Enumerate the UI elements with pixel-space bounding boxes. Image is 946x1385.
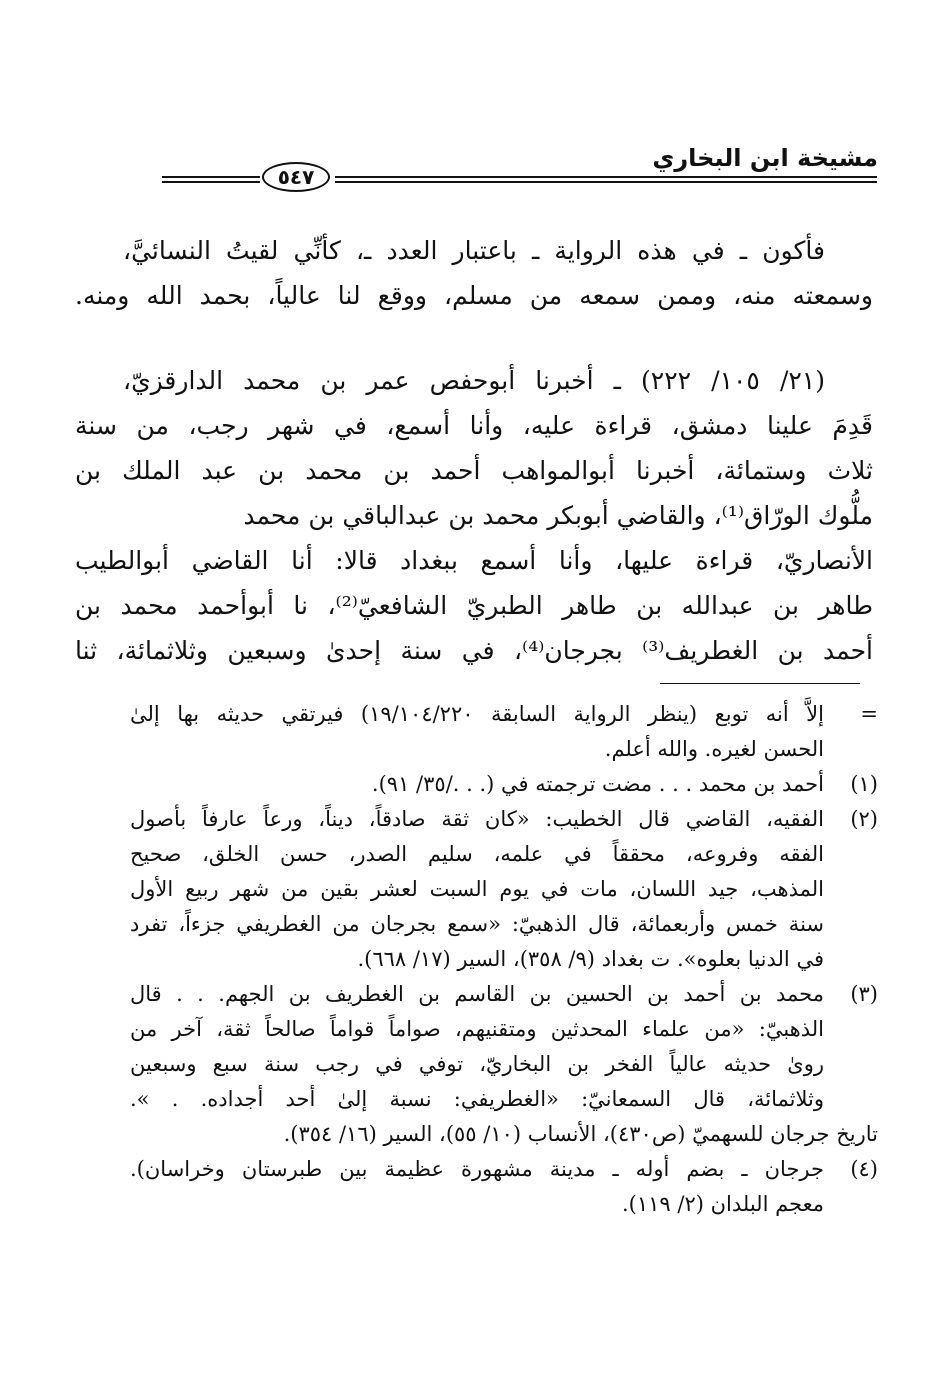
- footnote-line: روىٰ حديثه عالياً الفخر بن البخاريّ، توفي في رجب سنة سبع وسبعين: [130, 1052, 824, 1076]
- page-number: ٥٤٧: [262, 162, 330, 192]
- footnote-line: الحسن لغيره. والله أعلم.: [604, 737, 824, 761]
- footnote: [130, 977, 878, 1152]
- footnote-mark: (٤): [850, 1157, 878, 1181]
- text-line: الأنصاريّ، قراءة عليها، وأنا أسمع ببغداد قالا: أنا القاضي أبوالطيب: [75, 546, 873, 575]
- footnote-mark: (١): [850, 772, 878, 796]
- header-rule: [335, 181, 877, 183]
- footnote-mark: (٣): [850, 982, 878, 1006]
- footnote-line: محمد بن أحمد بن الحسين بن القاسم بن الغطريف بن الجهم. . . قال: [130, 982, 824, 1006]
- footnote-separator: [660, 683, 860, 684]
- footnote-line: الذهبيّ: «من علماء المحدثين ومتقنيهم، صواماً قواماً صالحاً ثقة، آخر من: [130, 1017, 824, 1041]
- text-line: أحمد بن الغطريف⁽³⁾ بجرجان⁽⁴⁾، في سنة إحدىٰ وسبعين وثلاثمائة، ثنا: [75, 636, 873, 665]
- text-line: طاهر بن عبدالله بن طاهر الطبريّ الشافعيّ⁽²⁾، نا أبوأحمد محمد بن: [75, 591, 873, 620]
- text-line: وسمعته منه، وممن سمعه من مسلم، ووقع لنا عالياً، بحمد الله ومنه.: [75, 281, 873, 310]
- footnote-line: المذهب، جيد اللسان، مات في يوم السبت لعشر بقين من شهر ربيع الأول: [130, 877, 824, 901]
- footnote-line: وثلاثمائة، قال السمعانيّ: «الغطريفي: نسبة إلىٰ أحد أجداده. . ».: [130, 1087, 824, 1111]
- running-title: مشيخة ابن البخاري: [652, 144, 878, 172]
- footnote-mark: =: [860, 702, 878, 726]
- footnote-mark: (٢): [850, 807, 878, 831]
- text-line: (٢١/ ١٠٥/ ٢٢٢) ـ أخبرنا أبوحفص عمر بن محمد الدارقزيّ،: [123, 366, 825, 395]
- text-line: قَدِمَ علينا دمشق، قراءة عليه، وأنا أسمع، في شهر رجب، من سنة: [75, 411, 873, 440]
- footnote-line: سنة خمس وأربعمائة، قال الذهبيّ: «سمع بجرجان من الغطريفي جزءاً، تفرد: [130, 912, 824, 936]
- footnote-line: أحمد بن محمد . . . مضت ترجمته في (. . ./٣٥/ ٩١).: [371, 772, 824, 796]
- footnote-line: إلاَّ أنه توبع (ينظر الرواية السابقة ١٩/١٠٤/٢٢٠) فيرتقي حديثه بها إلىٰ: [130, 702, 824, 726]
- text-line: ثلاث وستمائة، أخبرنا أبوالمواهب أحمد بن محمد بن عبد الملك بن: [75, 456, 873, 485]
- main-paragraph: [75, 358, 873, 673]
- footnote-line: تاريخ جرجان للسهميّ (ص٤٣٠)، الأنساب (١٠/ ٥٥)، السير (١٦/ ٣٥٤).: [283, 1122, 878, 1146]
- text-line: فأكون ـ في هذه الرواية ـ باعتبار العدد ـ، كأنِّي لقيتُ النسائيَّ،: [123, 236, 825, 265]
- footnote-line: الفقيه، القاضي قال الخطيب: «كان ثقة صادقاً، ديناً، ورعاً عارفاً بأصول: [130, 807, 824, 831]
- footnote-line: الفقه وفروعه، محققاً في علمه، سليم الصدر، حسن الخلق، صحيح: [130, 842, 824, 866]
- main-paragraph: [75, 228, 873, 318]
- footnotes: [130, 697, 878, 1222]
- footnote: [130, 697, 878, 767]
- footnote: [130, 802, 878, 977]
- footnote-line: جرجان ـ بضم أوله ـ مدينة مشهورة عظيمة بين طبرستان وخراسان).: [130, 1157, 824, 1181]
- footnote-line: معجم البلدان (٢/ ١١٩).: [621, 1192, 824, 1216]
- footnote-line: في الدنيا بعلوه». ت بغداد (٩/ ٣٥٨)، السير (١٧/ ٦٦٨).: [357, 947, 824, 971]
- header-rule: [335, 176, 877, 178]
- text-line: ملُّوك الورّاق⁽¹⁾، والقاضي أبوبكر محمد بن عبدالباقي بن محمد: [243, 501, 873, 530]
- footnote: [130, 1152, 878, 1222]
- footnote: [130, 767, 878, 802]
- header-rule: [162, 176, 260, 178]
- header-rule: [162, 181, 260, 183]
